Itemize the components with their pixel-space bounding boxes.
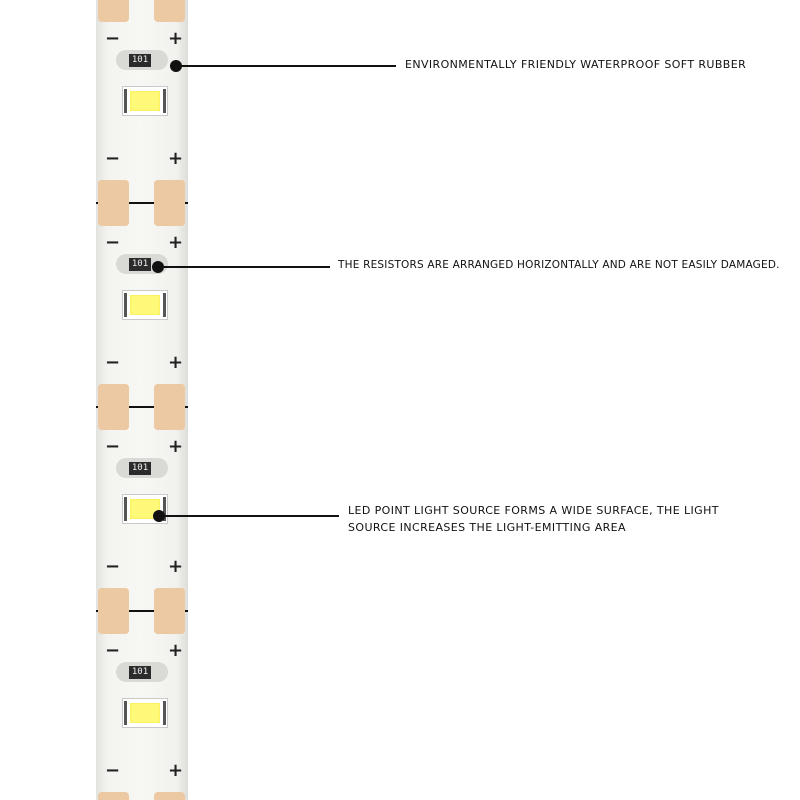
plus-marking: + — [168, 556, 184, 577]
minus-marking: − — [105, 640, 121, 661]
led-emitter — [130, 703, 160, 723]
solder-pad — [98, 0, 129, 22]
callout-resistor: THE RESISTORS ARE ARRANGED HORIZONTALLY AND ARE NOT EASILY DAMAGED. — [338, 259, 780, 271]
resistor-label: 101 — [129, 666, 151, 679]
solder-pad — [98, 792, 129, 800]
callout-led-line2: SOURCE INCREASES THE LIGHT-EMITTING AREA — [348, 521, 626, 534]
minus-marking: − — [105, 28, 121, 49]
led-emitter — [130, 295, 160, 315]
callout-line-led — [159, 515, 339, 517]
plus-marking: + — [168, 352, 184, 373]
minus-marking: − — [105, 352, 121, 373]
plus-marking: + — [168, 760, 184, 781]
minus-marking: − — [105, 760, 121, 781]
strip-segment — [96, 0, 188, 204]
solder-pad — [98, 384, 129, 430]
callout-rubber: ENVIRONMENTALLY FRIENDLY WATERPROOF SOFT RUBBER — [405, 58, 747, 71]
callout-line-rubber — [176, 65, 396, 67]
solder-pad — [154, 792, 185, 800]
strip-segment — [96, 204, 188, 408]
plus-marking: + — [168, 148, 184, 169]
plus-marking: + — [168, 436, 184, 457]
resistor-label: 101 — [129, 462, 151, 475]
minus-marking: − — [105, 436, 121, 457]
callout-led-line1: LED POINT LIGHT SOURCE FORMS A WIDE SURFACE, THE LIGHT — [348, 504, 719, 517]
plus-marking: + — [168, 28, 184, 49]
solder-pad — [98, 180, 129, 226]
solder-pad — [154, 384, 185, 430]
solder-pad — [98, 588, 129, 634]
minus-marking: − — [105, 232, 121, 253]
solder-pad — [154, 588, 185, 634]
solder-pad — [154, 0, 185, 22]
led-chip — [122, 698, 168, 728]
strip-segment — [96, 408, 188, 612]
strip-segment — [96, 612, 188, 800]
led-strip — [96, 0, 188, 800]
callout-line-resistor — [158, 266, 330, 268]
led-chip — [122, 86, 168, 116]
led-emitter — [130, 91, 160, 111]
resistor-label: 101 — [129, 54, 151, 67]
led-chip — [122, 290, 168, 320]
minus-marking: − — [105, 556, 121, 577]
minus-marking: − — [105, 148, 121, 169]
plus-marking: + — [168, 640, 184, 661]
solder-pad — [154, 180, 185, 226]
plus-marking: + — [168, 232, 184, 253]
resistor-label: 101 — [129, 258, 151, 271]
